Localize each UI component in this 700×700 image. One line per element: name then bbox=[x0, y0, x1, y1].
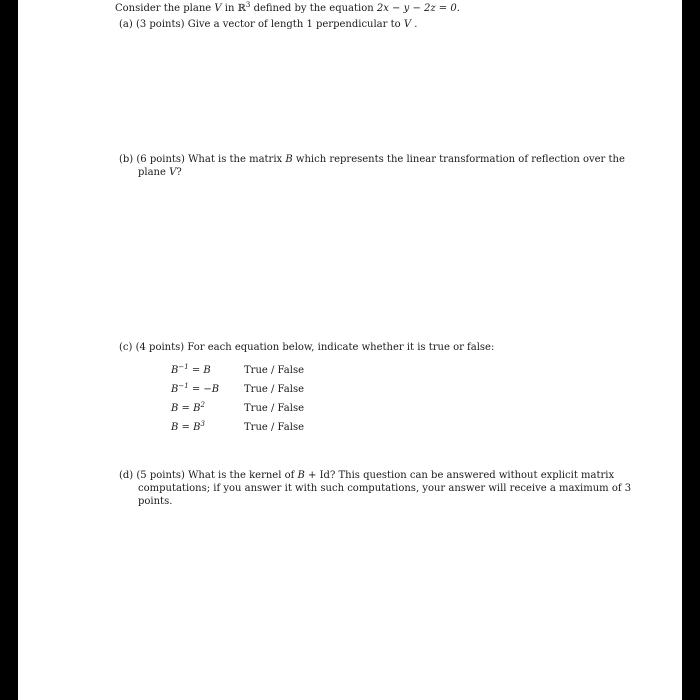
true-false-choice: True / False bbox=[244, 365, 305, 376]
question-b-line-2: plane V? bbox=[138, 167, 182, 178]
true-false-choice: True / False bbox=[244, 384, 305, 395]
question-d-line-3: points. bbox=[138, 496, 173, 507]
question-b: (b) (6 points) What is the matrix B which represents the linear transformation of reflection over the bbox=[119, 154, 625, 165]
question-a: (a) (3 points) Give a vector of length 1 perpendicular to V . bbox=[119, 19, 418, 30]
equation-row: $B^{-1} = B$ bbox=[171, 363, 211, 376]
exam-page bbox=[18, 0, 682, 700]
plane-equation: 2x − y − 2z = 0. bbox=[376, 3, 460, 14]
question-c: (c) (4 points) For each equation below, indicate whether it is true or false: bbox=[119, 342, 495, 353]
true-false-choice: True / False bbox=[244, 422, 305, 433]
true-false-choice: True / False bbox=[244, 403, 305, 414]
intro-text: Consider the plane V in ℝ$^3$ defined by the equation 2x − y − 2z = 0. bbox=[115, 1, 460, 14]
question-d: (d) (5 points) What is the kernel of B + Id? This question can be answered without explicit matrix bbox=[119, 470, 615, 481]
equation-row: $B^{-1} = -B$ bbox=[171, 382, 220, 395]
equation-row: $B = B^3$ bbox=[171, 420, 205, 433]
equation-row: $B = B^2$ bbox=[171, 401, 205, 414]
question-d-line-2: computations; if you answer it with such computations, your answer will receive a maximum of 3 bbox=[138, 483, 632, 494]
